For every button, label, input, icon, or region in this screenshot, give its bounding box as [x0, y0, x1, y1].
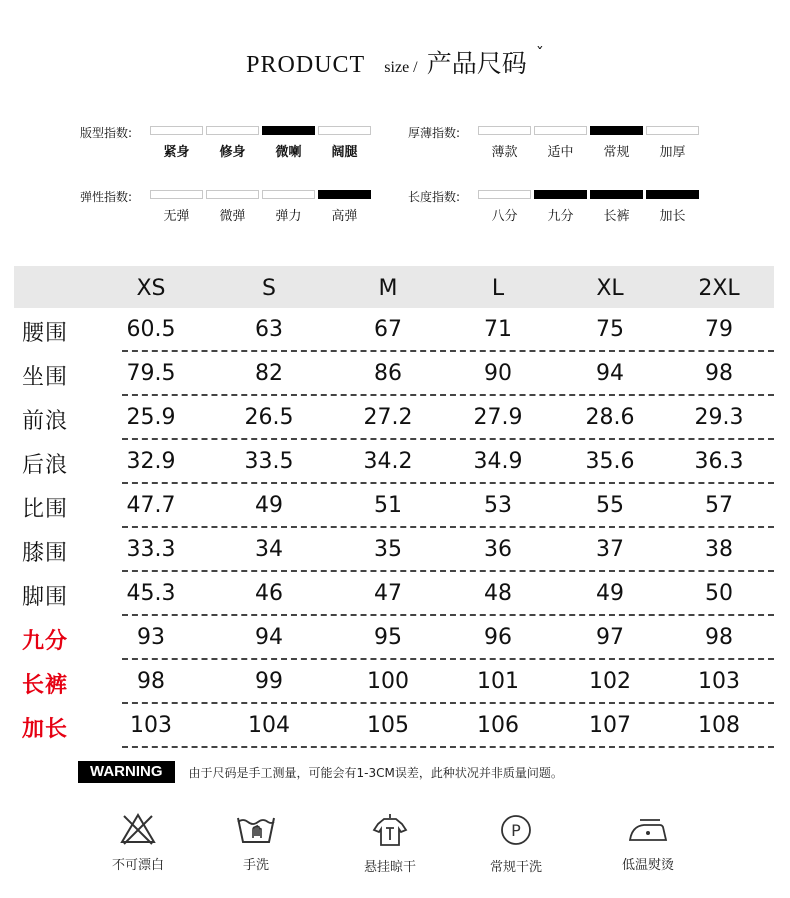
table-cell: 33.5 [244, 449, 294, 474]
table-cell: 71 [484, 317, 512, 342]
table-cell: 102 [589, 669, 631, 694]
table-cell: 107 [589, 713, 631, 738]
table-row [14, 484, 774, 528]
table-cell: 101 [477, 669, 519, 694]
table-cell: 60.5 [126, 317, 176, 342]
scale-bar [478, 190, 531, 199]
table-cell: 28.6 [585, 405, 635, 430]
scale-bar [534, 190, 587, 199]
care-label: 低温熨烫 [621, 858, 674, 873]
thickness-index [408, 126, 708, 166]
fit-index-label: 版型指数: [80, 126, 133, 140]
table-cell: 34.2 [363, 449, 413, 474]
table-cell: 82 [255, 361, 283, 386]
table-cell: 29.3 [694, 405, 744, 430]
table-cell: 97 [596, 625, 624, 650]
care-no-bleach [88, 812, 188, 873]
care-dry-clean [466, 812, 566, 875]
table-cell: 93 [137, 625, 165, 650]
size-column-header: XS [136, 276, 166, 301]
table-cell: 47 [374, 581, 402, 606]
title-chinese: 产品尺码 [426, 49, 527, 78]
care-label: 手洗 [242, 858, 269, 873]
size-column-header: M [378, 276, 398, 301]
table-cell: 75 [596, 317, 624, 342]
table-cell: 50 [705, 581, 733, 606]
scale-bar [590, 190, 643, 199]
care-label: 常规干洗 [489, 860, 542, 875]
size-table [14, 266, 774, 748]
table-cell: 105 [367, 713, 409, 738]
thickness-index-label: 厚薄指数: [408, 126, 461, 140]
table-cell: 94 [596, 361, 624, 386]
title-english: PRODUCT [246, 52, 366, 78]
care-hang-dry [340, 812, 440, 875]
table-cell: 79 [705, 317, 733, 342]
table-cell: 94 [255, 625, 283, 650]
table-cell: 49 [596, 581, 624, 606]
table-cell: 90 [484, 361, 512, 386]
length-index [408, 190, 708, 230]
table-cell: 45.3 [126, 581, 176, 606]
table-cell: 26.5 [244, 405, 294, 430]
care-hand-wash [206, 812, 306, 873]
row-label: 长裤 [22, 673, 69, 698]
warning-tag: WARNING [78, 761, 175, 783]
scale-option: 无弹 [163, 209, 190, 224]
table-cell: 106 [477, 713, 519, 738]
warning-note [78, 761, 563, 783]
table-cell: 36 [484, 537, 512, 562]
scale-option: 适中 [547, 145, 574, 160]
scale-bar [590, 126, 643, 135]
scale-bar [646, 190, 699, 199]
table-cell: 25.9 [126, 405, 176, 430]
table-row [14, 616, 774, 660]
row-label: 九分 [22, 629, 69, 654]
scale-bar [478, 126, 531, 135]
size-table-body [14, 308, 774, 748]
table-cell: 57 [705, 493, 733, 518]
row-label: 加长 [22, 717, 69, 742]
scale-bar [646, 126, 699, 135]
table-row [14, 396, 774, 440]
size-column-header: 2XL [698, 276, 740, 301]
scale-bar [262, 126, 315, 135]
low-iron-icon [626, 812, 670, 846]
row-label: 前浪 [22, 409, 69, 434]
table-cell: 35 [374, 537, 402, 562]
table-cell: 99 [255, 669, 283, 694]
table-cell: 48 [484, 581, 512, 606]
size-column-header: L [491, 276, 505, 301]
scale-option: 长裤 [603, 209, 630, 224]
table-cell: 37 [596, 537, 624, 562]
title-chevron: ˇ [535, 44, 544, 63]
table-row [14, 440, 774, 484]
scale-option: 薄款 [491, 145, 518, 160]
row-label: 脚围 [22, 585, 69, 610]
table-cell: 67 [374, 317, 402, 342]
scale-option: 修身 [219, 145, 246, 160]
scale-option: 微弹 [219, 209, 246, 224]
table-cell: 35.6 [585, 449, 635, 474]
scale-bar [206, 190, 259, 199]
table-row [14, 660, 774, 704]
scale-bar [534, 126, 587, 135]
length-index-label: 长度指数: [408, 190, 461, 204]
scale-option: 紧身 [163, 145, 190, 160]
table-row [14, 308, 774, 352]
table-cell: 63 [255, 317, 283, 342]
size-column-header: XL [596, 276, 624, 301]
table-cell: 33.3 [126, 537, 176, 562]
hand-wash-icon [235, 812, 277, 846]
table-cell: 34 [255, 537, 283, 562]
scale-bar [150, 126, 203, 135]
table-cell: 95 [374, 625, 402, 650]
table-row [14, 352, 774, 396]
table-row [14, 704, 774, 748]
scale-bar [150, 190, 203, 199]
table-cell: 53 [484, 493, 512, 518]
table-cell: 27.9 [473, 405, 523, 430]
table-cell: 55 [596, 493, 624, 518]
table-cell: 103 [130, 713, 172, 738]
table-cell: 98 [705, 361, 733, 386]
page-title [0, 44, 790, 80]
care-label: 不可漂白 [111, 858, 164, 873]
scale-option: 九分 [547, 209, 574, 224]
table-cell: 51 [374, 493, 402, 518]
care-low-iron [598, 812, 698, 873]
scale-option: 弹力 [275, 209, 302, 224]
elasticity-index [80, 190, 380, 230]
table-cell: 98 [705, 625, 733, 650]
table-cell: 79.5 [126, 361, 176, 386]
table-cell: 100 [367, 669, 409, 694]
size-column-header: S [262, 276, 276, 301]
table-row [14, 528, 774, 572]
elasticity-index-label: 弹性指数: [80, 190, 133, 204]
scale-option: 加长 [659, 209, 686, 224]
title-size: size / [384, 59, 418, 76]
row-divider [122, 746, 774, 748]
scale-bar [318, 126, 371, 135]
scale-option: 八分 [491, 209, 518, 224]
hang-dry-icon [369, 812, 411, 848]
row-label: 坐围 [22, 365, 69, 390]
table-cell: 104 [248, 713, 290, 738]
no-bleach-icon [118, 812, 158, 846]
scale-bar [206, 126, 259, 135]
dry-clean-icon [498, 812, 534, 848]
table-cell: 108 [698, 713, 740, 738]
scale-bar [318, 190, 371, 199]
scale-option: 阔腿 [331, 145, 358, 160]
table-cell: 96 [484, 625, 512, 650]
scale-option: 常规 [603, 145, 630, 160]
row-label: 后浪 [22, 453, 69, 478]
scale-option: 微喇 [275, 145, 302, 160]
table-cell: 98 [137, 669, 165, 694]
scale-bar [262, 190, 315, 199]
scale-option: 高弹 [331, 209, 358, 224]
table-cell: 49 [255, 493, 283, 518]
table-cell: 103 [698, 669, 740, 694]
table-cell: 38 [705, 537, 733, 562]
row-label: 腰围 [22, 321, 69, 346]
table-cell: 27.2 [363, 405, 413, 430]
svg-text:P: P [511, 821, 521, 840]
care-label: 悬挂晾干 [363, 860, 416, 875]
warning-text: 由于尺码是手工测量，可能会有1-3CM误差，此种状况并非质量问题。 [188, 765, 563, 780]
table-cell: 34.9 [473, 449, 523, 474]
size-table-header [14, 266, 774, 308]
scale-option: 加厚 [659, 145, 686, 160]
table-cell: 47.7 [126, 493, 176, 518]
row-label: 膝围 [22, 541, 69, 566]
row-label: 比围 [22, 497, 69, 522]
table-cell: 86 [374, 361, 402, 386]
table-row [14, 572, 774, 616]
table-cell: 46 [255, 581, 283, 606]
table-cell: 32.9 [126, 449, 176, 474]
fit-index [80, 126, 380, 166]
table-cell: 36.3 [694, 449, 744, 474]
